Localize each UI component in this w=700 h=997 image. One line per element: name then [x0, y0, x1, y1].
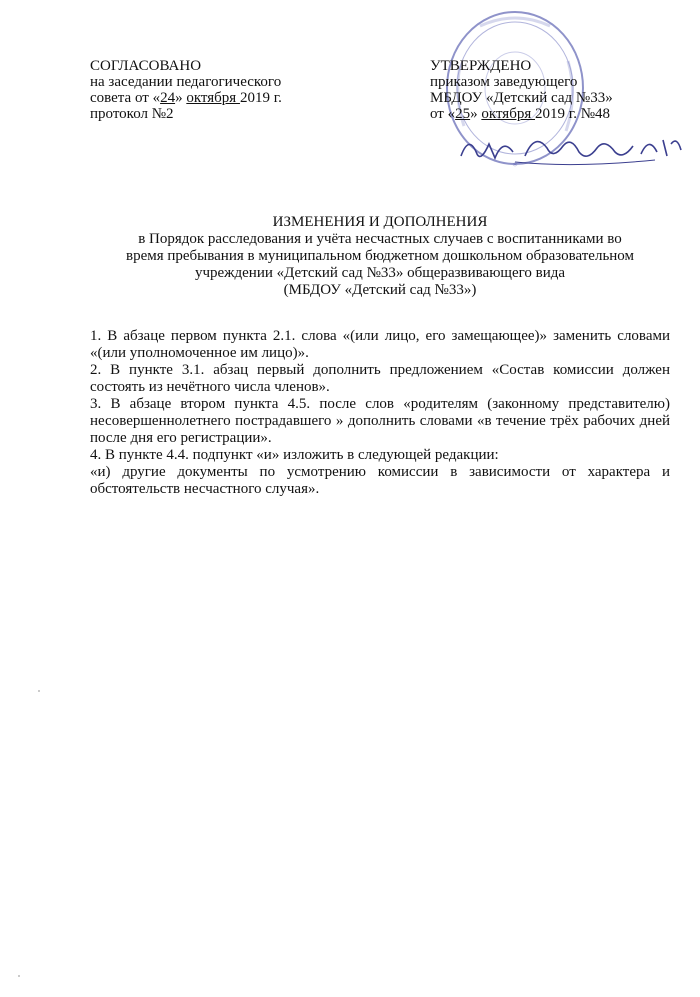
- approval-agreed-block: [90, 58, 380, 122]
- title-heading: ИЗМЕНЕНИЯ И ДОПОЛНЕНИЯ: [272, 214, 488, 230]
- handwritten-signature: [455, 126, 685, 170]
- approved-date-mid: »: [470, 106, 482, 122]
- approved-date-suffix: 2019 г. №48: [535, 106, 611, 122]
- agreed-date-month: октября: [186, 90, 240, 106]
- amendment-item-3: 3. В абзаце втором пункта 4.5. после слов «родителям (законному представителю) несовершеннолетнего пострадавшего » дополнить словами «в течение трёх рабочих дней после дня его регистрации».: [90, 396, 670, 446]
- agreed-council-line: на заседании педагогического: [90, 74, 282, 90]
- svg-text:*: *: [512, 161, 518, 172]
- title-line-1: в Порядок расследования и учёта несчастных случаев с воспитанниками во: [138, 231, 622, 247]
- title-line-2: время пребывания в муниципальном бюджетном дошкольном образовательном: [125, 248, 635, 264]
- agreed-date-line: [90, 90, 380, 106]
- amendment-item-4-text: «и) другие документы по усмотрению комиссии в зависимости от характера и обстоятельств несчастного случая».: [90, 464, 670, 497]
- title-line-3: учреждении «Детский сад №33» общеразвивающего вида: [194, 265, 566, 281]
- amendment-item-4: 4. В пункте 4.4. подпункт «и» изложить в следующей редакции:: [90, 447, 499, 463]
- agreed-date-suffix: 2019 г.: [239, 90, 282, 106]
- agreed-date-prefix: совета от «: [90, 90, 161, 106]
- approved-heading: УТВЕРЖДЕНО: [430, 58, 532, 74]
- amendment-item-2: 2. В пункте 3.1. абзац первый дополнить предложением «Состав комиссии должен состоять из нечётного числа членов».: [90, 362, 670, 395]
- agreed-protocol-line: протокол №2: [90, 106, 174, 122]
- title-line-4: (МБДОУ «Детский сад №33»): [283, 282, 477, 298]
- approved-date-prefix: от «: [430, 106, 456, 122]
- agreed-heading: СОГЛАСОВАНО: [90, 58, 202, 74]
- approved-date-month: октября: [481, 106, 535, 122]
- amendment-item-1: 1. В абзаце первом пункта 2.1. слова «(или лицо, его замещающее)» заменить словами «(или уполномоченное им лицо)».: [90, 328, 670, 361]
- approved-date-line: [430, 106, 680, 122]
- agreed-date-day: 24: [160, 90, 176, 106]
- approved-org-line: МБДОУ «Детский сад №33»: [430, 90, 613, 106]
- approved-date-day: 25: [455, 106, 471, 122]
- document-title: [90, 214, 670, 299]
- document-body: [90, 328, 670, 498]
- approval-approved-block: [430, 58, 680, 122]
- scan-speck: [18, 975, 20, 977]
- agreed-date-mid: »: [175, 90, 187, 106]
- scan-speck: [38, 690, 40, 692]
- approved-order-line: приказом заведующего: [430, 74, 578, 90]
